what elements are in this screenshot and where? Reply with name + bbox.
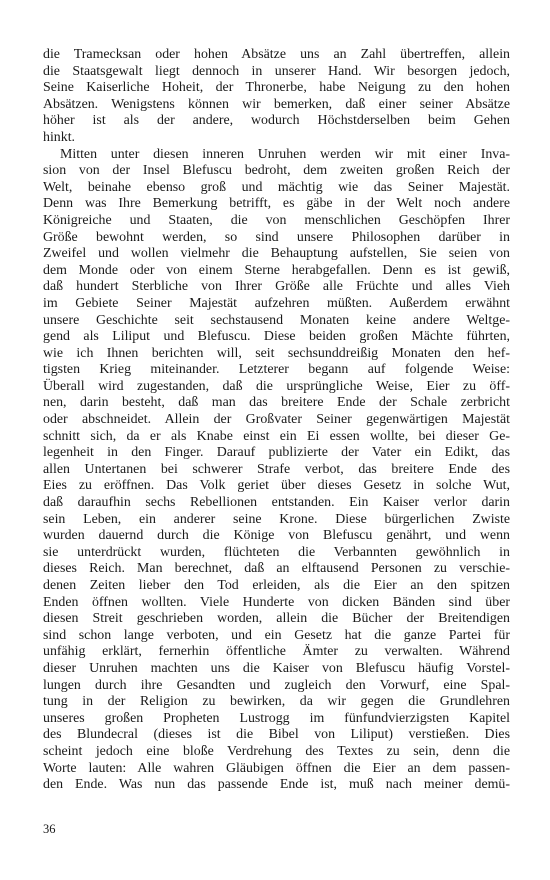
- text-line: nen, darin besteht, daß man das breitere Ende der Schale zerbricht: [43, 395, 510, 411]
- text-line: lungen durch ihre Gesandten und zugleich den Vorwurf, eine Spal-: [43, 677, 510, 693]
- text-line: Absätzen. Wenigstens können wir bemerken, daß einer seiner Absätze: [43, 96, 510, 112]
- text-line: den Ende. Was nun das passende Ende ist, muß nach meiner demü-: [43, 777, 510, 793]
- text-line: hinkt.: [43, 129, 76, 145]
- text-line: daß hundert Sterbliche von Ihrer Größe alle Früchte und alles Vieh: [43, 279, 510, 295]
- text-line: wie ich Ihnen berichten will, seit sechsunddreißig Monaten den hef-: [43, 345, 510, 361]
- text-line: Zweifel und wollen vielmehr die Behauptung aufstellen, Sie seien von: [43, 246, 510, 262]
- page-number: 36: [43, 822, 56, 836]
- text-line: des Blundecral (dieses ist die Bibel von Liliput) verstießen. Dies: [43, 727, 510, 743]
- text-line: schnitt sich, da er als Knabe einst ein Ei essen wollte, bei dieser Ge-: [43, 428, 510, 444]
- text-line: gend als Liliput und Blefuscu. Diese beiden großen Mächte führten,: [43, 329, 510, 345]
- text-line: oder abschneidet. Allein der Großvater Seiner gegenwärtigen Majestät: [43, 412, 510, 428]
- text-line: dieser Unruhen machten uns die Kaiser von Blefuscu häufig Vorstel-: [43, 660, 510, 676]
- text-line: im Gebiete Seiner Majestät aufzehren müßten. Außerdem erwähnt: [43, 295, 510, 311]
- text-line: Überall wird zugestanden, daß die ursprüngliche Weise, Eier zu öff-: [43, 378, 510, 394]
- text-line: höher ist als der andere, wodurch Höchstderselben beim Gehen: [43, 113, 510, 129]
- text-line: Königreiche und Staaten, die von menschlichen Geschöpfen Ihrer: [43, 212, 510, 228]
- paragraph-1: [43, 47, 510, 147]
- text-line: sie unterdrückt wurden, flüchteten die Verbannten gewöhnlich in: [43, 544, 510, 560]
- text-line: unsere Geschichte seit sechstausend Monaten keine andere Weltge-: [43, 312, 510, 328]
- text-line: Worte lauten: Alle wahren Gläubigen öffnen die Eier an dem passen-: [43, 760, 510, 776]
- text-line: Denn was Ihre Bemerkung betrifft, es gäbe in der Welt noch andere: [43, 196, 510, 212]
- text-line: allen Untertanen bei schwerer Strafe verbot, das breitere Ende des: [43, 461, 510, 477]
- text-line: dieses Reich. Man berechnet, daß an elftausend Personen zu verschie-: [43, 561, 510, 577]
- text-line: sind schon lange verboten, und ein Gesetz hat die ganze Partei für: [43, 627, 510, 643]
- text-line: dem Monde oder von einem Sterne herabgefallen. Denn es ist gewiß,: [43, 262, 510, 278]
- text-line: sion von der Insel Blefuscu bedroht, dem zweiten großen Reich der: [43, 163, 510, 179]
- text-line: tigsten Krieg miteinander. Letzterer begann auf folgende Weise:: [43, 362, 510, 378]
- text-line: unseres großen Propheten Lustrogg im fünfundvierzigsten Kapitel: [43, 710, 510, 726]
- text-line: Mitten unter diesen inneren Unruhen werden wir mit einer Inva-: [60, 146, 510, 162]
- page-body: [43, 47, 510, 794]
- text-line: legenheit in den Finger. Darauf publizierte der Vater ein Edikt, das: [43, 445, 510, 461]
- text-line: sein Leben, ein anderer seine Krone. Diese bürgerlichen Zwiste: [43, 511, 510, 527]
- text-line: scheint jedoch eine bloße Verdrehung des Textes zu sein, denn die: [43, 743, 510, 759]
- text-line: tung in der Religion zu bewirken, da wir gegen die Grundlehren: [43, 694, 510, 710]
- text-line: denen Zeiten lieber den Tod erleiden, als die Eier an den spitzen: [43, 578, 510, 593]
- text-line: daß daraufhin sechs Rebellionen entstanden. Ein Kaiser verlor darin: [43, 495, 510, 511]
- text-line: wurden dauernd durch die Könige von Blefuscu genährt, und wenn: [43, 528, 510, 544]
- paragraph-2: [43, 147, 510, 794]
- text-line: unfähig erklärt, fernerhin öffentliche Ämter zu verwalten. Während: [43, 644, 510, 660]
- text-line: die Tramecksan oder hohen Absätze uns an Zahl übertreffen, allein: [43, 47, 510, 62]
- text-line: die Staatsgewalt liegt dennoch in unserer Hand. Wir besorgen jedoch,: [43, 63, 510, 79]
- text-line: Welt, beinahe ebenso groß und mächtig wie das Seiner Majestät.: [43, 179, 510, 195]
- text-line: Enden öffnen wollten. Viele Hunderte von dicken Bänden sind über: [43, 594, 510, 610]
- text-line: diesen Streit geschrieben worden, allein die Bücher der Breitendigen: [43, 611, 510, 627]
- text-line: Größe bewohnt werden, so sind unsere Philosophen darüber in: [43, 229, 510, 245]
- text-line: Seine Kaiserliche Hoheit, der Thronerbe, habe Neigung zu den hohen: [43, 80, 510, 96]
- text-line: Eies zu eröffnen. Das Volk geriet über dieses Gesetz in solche Wut,: [43, 478, 510, 494]
